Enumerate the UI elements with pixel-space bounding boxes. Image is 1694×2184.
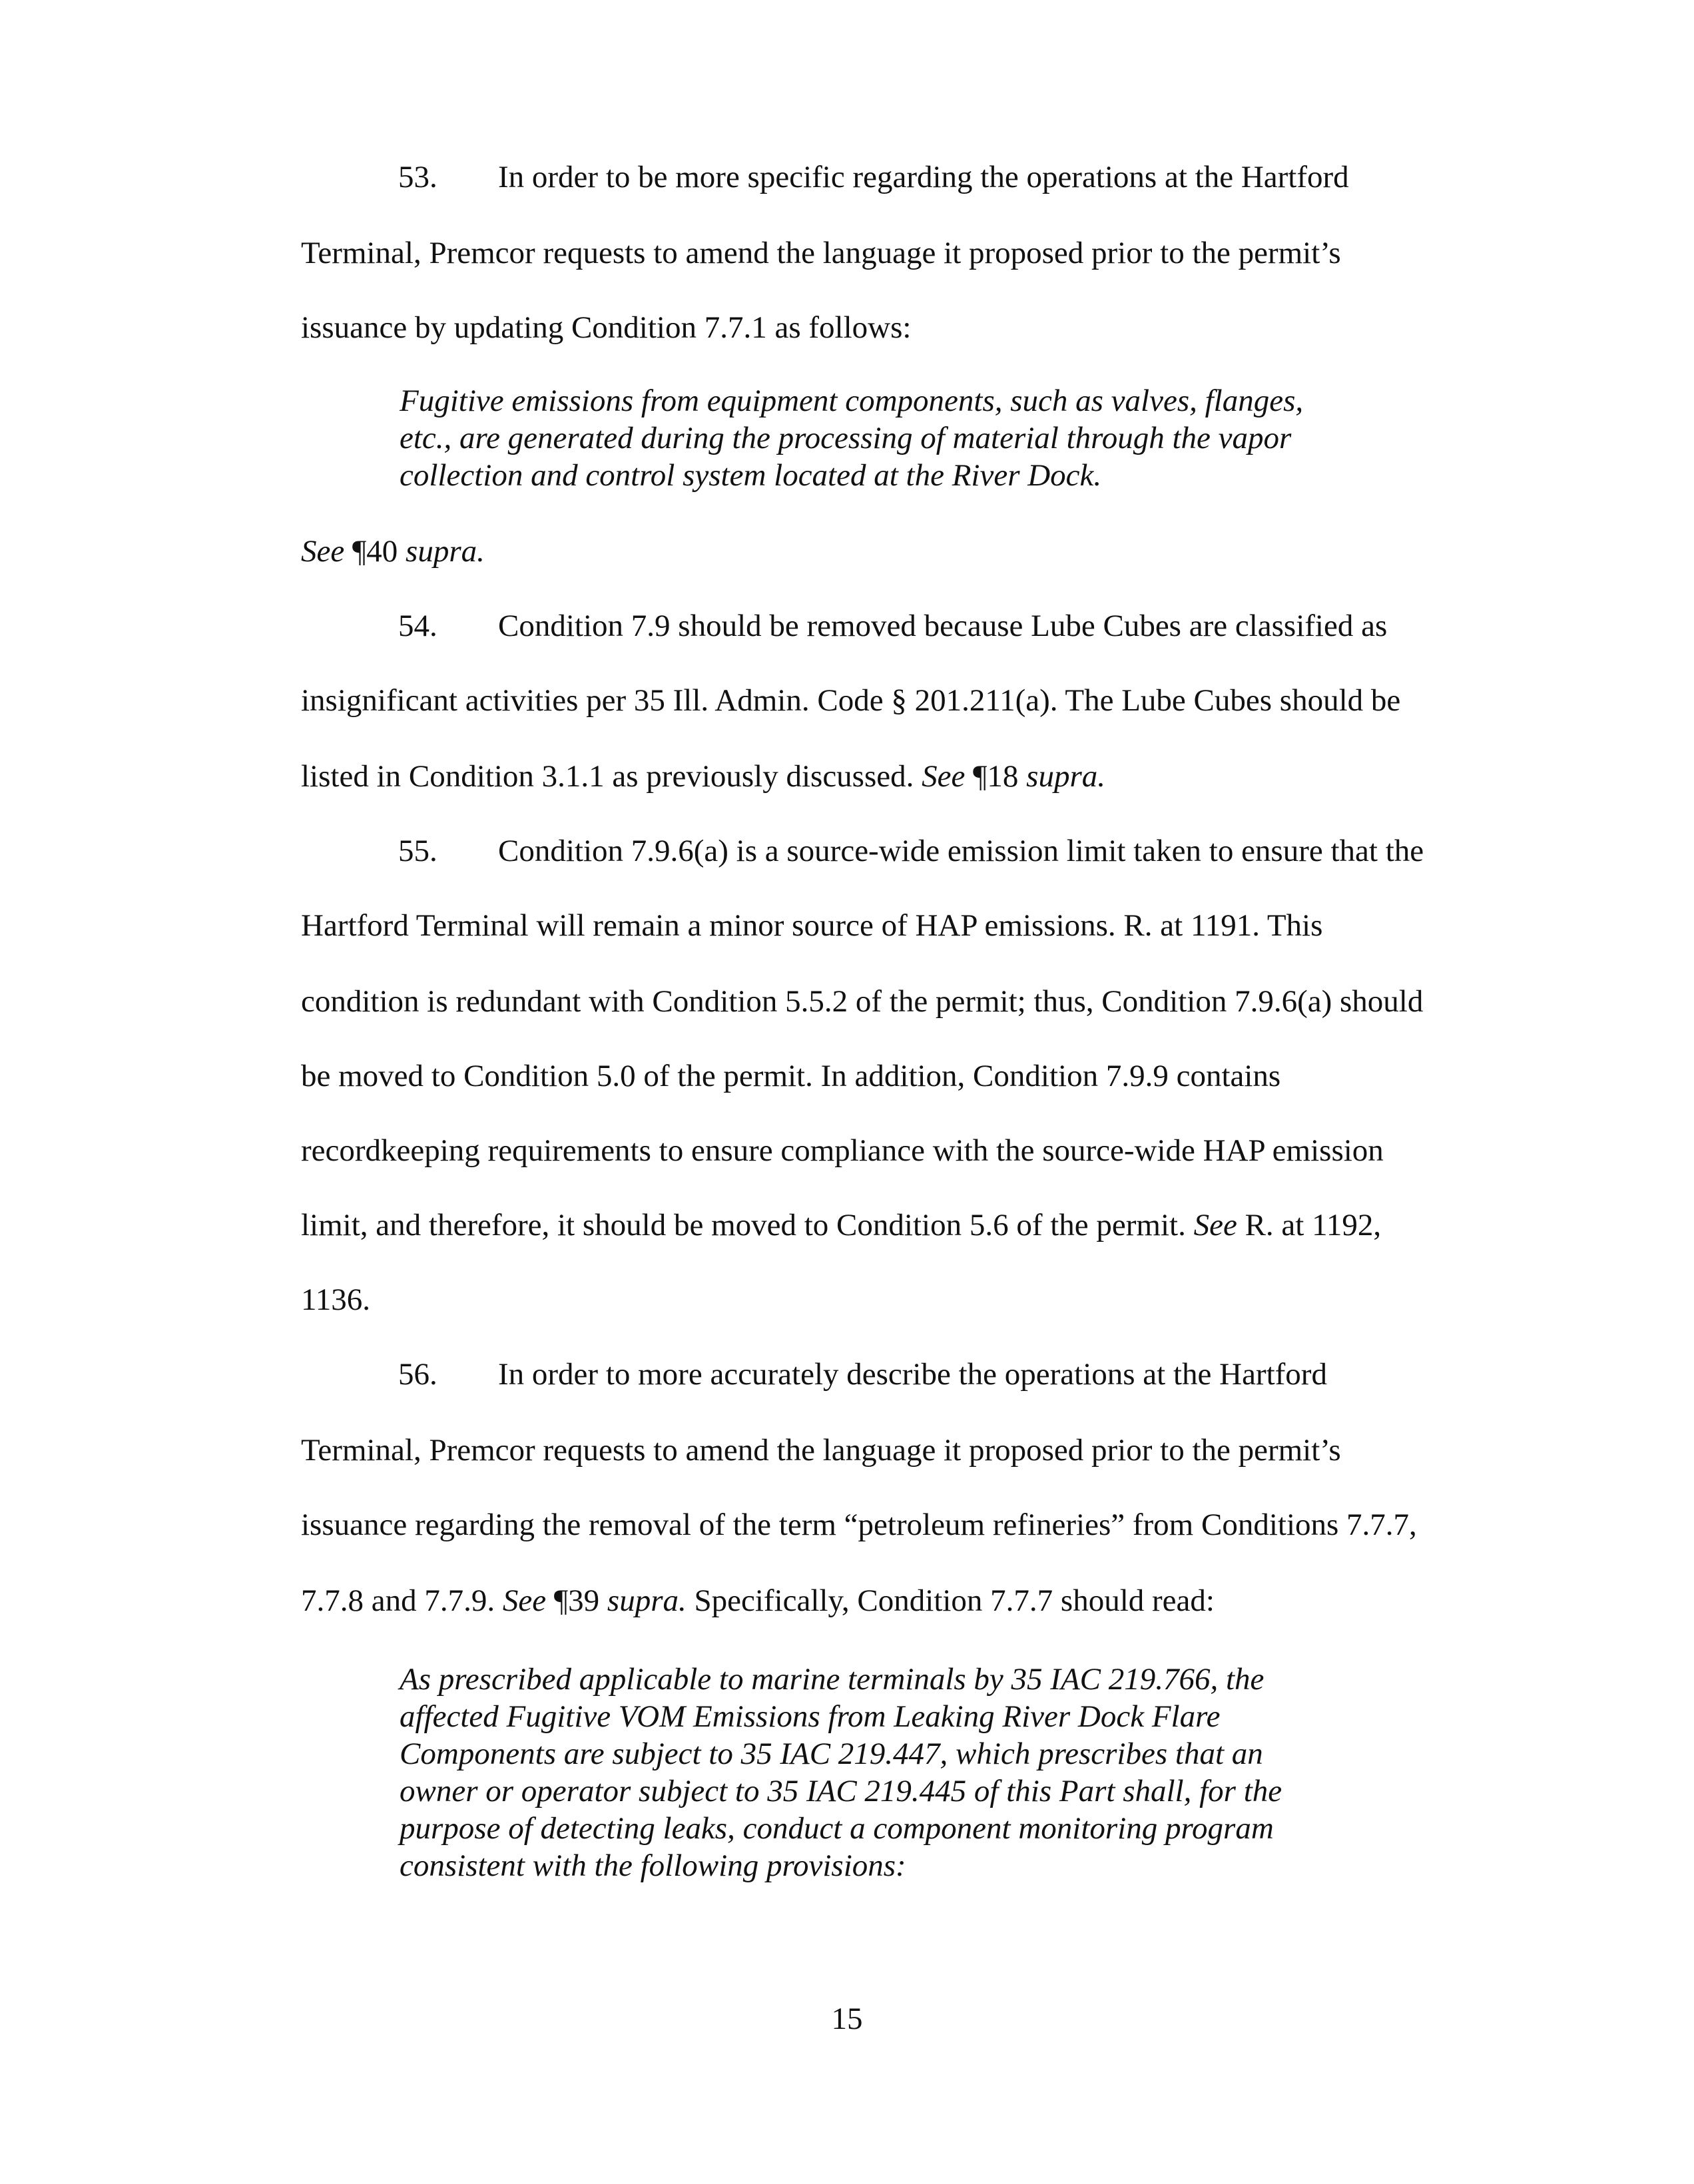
paragraph-55-line-1: 55. Condition 7.9.6(a) is a source-wide emission limit taken to ensure that the (398, 834, 1424, 868)
block-quote-7-7-1 (400, 382, 1532, 494)
quote-line: etc., are generated during the processing of material through the vapor (400, 421, 1292, 455)
paragraph-56-line-4: 7.7.8 and 7.7.9. See ¶39 supra. Specifically, Condition 7.7.7 should read: (301, 1583, 1215, 1618)
paragraph-number: 56. (398, 1357, 437, 1392)
quote-line: affected Fugitive VOM Emissions from Leaking River Dock Flare (400, 1699, 1221, 1734)
paragraph-56-line-2: Terminal, Premcor requests to amend the language it proposed prior to the permit’s (301, 1433, 1341, 1468)
paragraph-number: 54. (398, 609, 437, 643)
paragraph-55-line-4: be moved to Condition 5.0 of the permit. In addition, Condition 7.9.9 contains (301, 1059, 1281, 1093)
paragraph-number: 55. (398, 834, 437, 868)
paragraph-56-line-3: issuance regarding the removal of the term “petroleum refineries” from Conditions 7.7.7, (301, 1507, 1417, 1542)
paragraph-55-line-7: 1136. (301, 1282, 371, 1317)
quote-line: Fugitive emissions from equipment components, such as valves, flanges, (400, 384, 1304, 418)
paragraph-54-line-2: insignificant activities per 35 Ill. Admin. Code § 201.211(a). The Lube Cubes should be (301, 683, 1401, 718)
paragraph-54-line-1: 54. Condition 7.9 should be removed because Lube Cubes are classified as (398, 609, 1388, 643)
quote-line: purpose of detecting leaks, conduct a component monitoring program (400, 1811, 1274, 1846)
paragraph-55-line-2: Hartford Terminal will remain a minor source of HAP emissions. R. at 1191. This (301, 908, 1323, 943)
paragraph-53-line-2: Terminal, Premcor requests to amend the language it proposed prior to the permit’s (301, 236, 1341, 270)
paragraph-54-line-3: listed in Condition 3.1.1 as previously discussed. See ¶18 supra. (301, 759, 1106, 794)
quote-line: consistent with the following provisions: (400, 1848, 906, 1883)
paragraph-55-line-6: limit, and therefore, it should be moved to Condition 5.6 of the permit. See R. at 1192, (301, 1208, 1382, 1242)
paragraph-56-line-1: 56. In order to more accurately describe the operations at the Hartford (398, 1357, 1327, 1392)
paragraph-53-line-1: 53. In order to be more specific regarding the operations at the Hartford (398, 160, 1349, 194)
paragraph-53-line-3: issuance by updating Condition 7.7.1 as follows: (301, 310, 912, 345)
paragraph-number: 53. (398, 160, 437, 194)
paragraph-55-line-5: recordkeeping requirements to ensure compliance with the source-wide HAP emission (301, 1133, 1384, 1168)
quote-line: As prescribed applicable to marine terminals by 35 IAC 219.766, the (400, 1662, 1265, 1697)
quote-line: collection and control system located at the River Dock. (400, 458, 1102, 493)
paragraph-55-line-3: condition is redundant with Condition 5.5.2 of the permit; thus, Condition 7.9.6(a) should (301, 984, 1424, 1019)
citation-line: See ¶40 supra. (301, 534, 485, 569)
quote-line: owner or operator subject to 35 IAC 219.445 of this Part shall, for the (400, 1774, 1282, 1808)
page-number: 15 (831, 2002, 863, 2036)
quote-line: Components are subject to 35 IAC 219.447, which prescribes that an (400, 1737, 1263, 1771)
block-quote-7-7-7 (400, 1661, 1532, 1884)
